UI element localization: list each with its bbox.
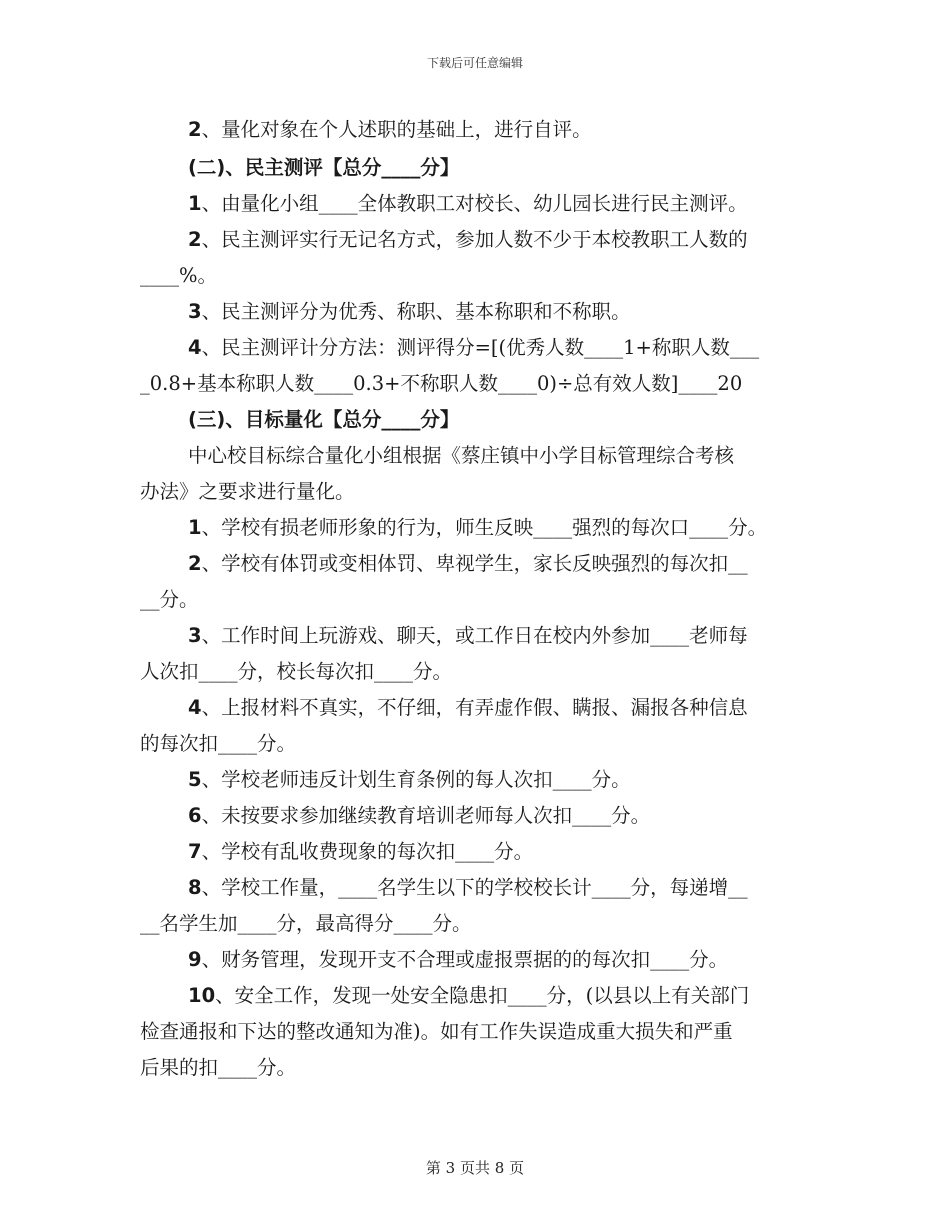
paragraph-line: 的每次扣____分。 <box>140 732 297 755</box>
paragraph-line: 检查通报和下达的整改通知为准)。如有工作失误造成重大损失和严重 <box>140 1020 733 1043</box>
paragraph-line: 7、学校有乱收费现象的每次扣____分。 <box>188 840 534 863</box>
paragraph-line: 后果的扣____分。 <box>140 1056 297 1079</box>
paragraph-line: 1、由量化小组____全体教职工对校长、幼儿园长进行民主测评。 <box>188 192 748 215</box>
paragraph-line: 1、学校有损老师形象的行为，师生反映____强烈的每次口____分。 <box>188 516 768 539</box>
section-heading: (二)、民主测评【总分____分】 <box>188 156 460 179</box>
paragraph-line: 10、安全工作，发现一处安全隐患扣____分，(以县以上有关部门 <box>188 984 750 1007</box>
paragraph-line: 9、财务管理，发现开支不合理或虚报票据的的每次扣____分。 <box>188 948 729 971</box>
paragraph-line: _0.8+基本称职人数____0.3+不称职人数____0)÷总有效人数]____20 <box>140 372 743 395</box>
section-heading: (三)、目标量化【总分____分】 <box>188 408 460 431</box>
paragraph-line: 2、学校有体罚或变相体罚、卑视学生，家长反映强烈的每次扣__ <box>188 552 748 575</box>
paragraph-line: 2、民主测评实行无记名方式，参加人数不少于本校教职工人数的 <box>188 228 748 251</box>
paragraph-line: 3、工作时间上玩游戏、聊天，或工作日在校内外参加____老师每 <box>188 624 748 647</box>
page-header: 下载后可任意编辑 <box>426 56 523 70</box>
paragraph-line: 8、学校工作量，____名学生以下的学校校长计____分，每递增__ <box>188 876 748 899</box>
paragraph-line: 中心校目标综合量化小组根据《蔡庄镇中小学目标管理综合考核 <box>188 444 735 467</box>
paragraph-line: 4、上报材料不真实，不仔细，有弄虚作假、瞒报、漏报各种信息 <box>188 696 748 719</box>
document-body <box>140 112 830 1086</box>
paragraph-line: 6、未按要求参加继续教育培训老师每人次扣____分。 <box>188 804 651 827</box>
paragraph-line: __名学生加____分，最高得分____分。 <box>140 912 472 935</box>
paragraph-line: ____%。 <box>140 264 218 287</box>
paragraph-line: 4、民主测评计分方法：测评得分=[(优秀人数____1+称职人数___ <box>188 336 760 359</box>
paragraph-line: 5、学校老师违反计划生育条例的每人次扣____分。 <box>188 768 631 791</box>
paragraph-line: 3、民主测评分为优秀、称职、基本称职和不称职。 <box>188 300 631 323</box>
paragraph-line: 人次扣____分，校长每次扣____分。 <box>140 660 453 683</box>
paragraph-line: 2、量化对象在个人述职的基础上，进行自评。 <box>188 118 592 141</box>
paragraph-line: 办法》之要求进行量化。 <box>140 480 355 503</box>
page-footer: 第 3 页共 8 页 <box>425 1159 525 1177</box>
paragraph-line: __分。 <box>140 588 199 611</box>
